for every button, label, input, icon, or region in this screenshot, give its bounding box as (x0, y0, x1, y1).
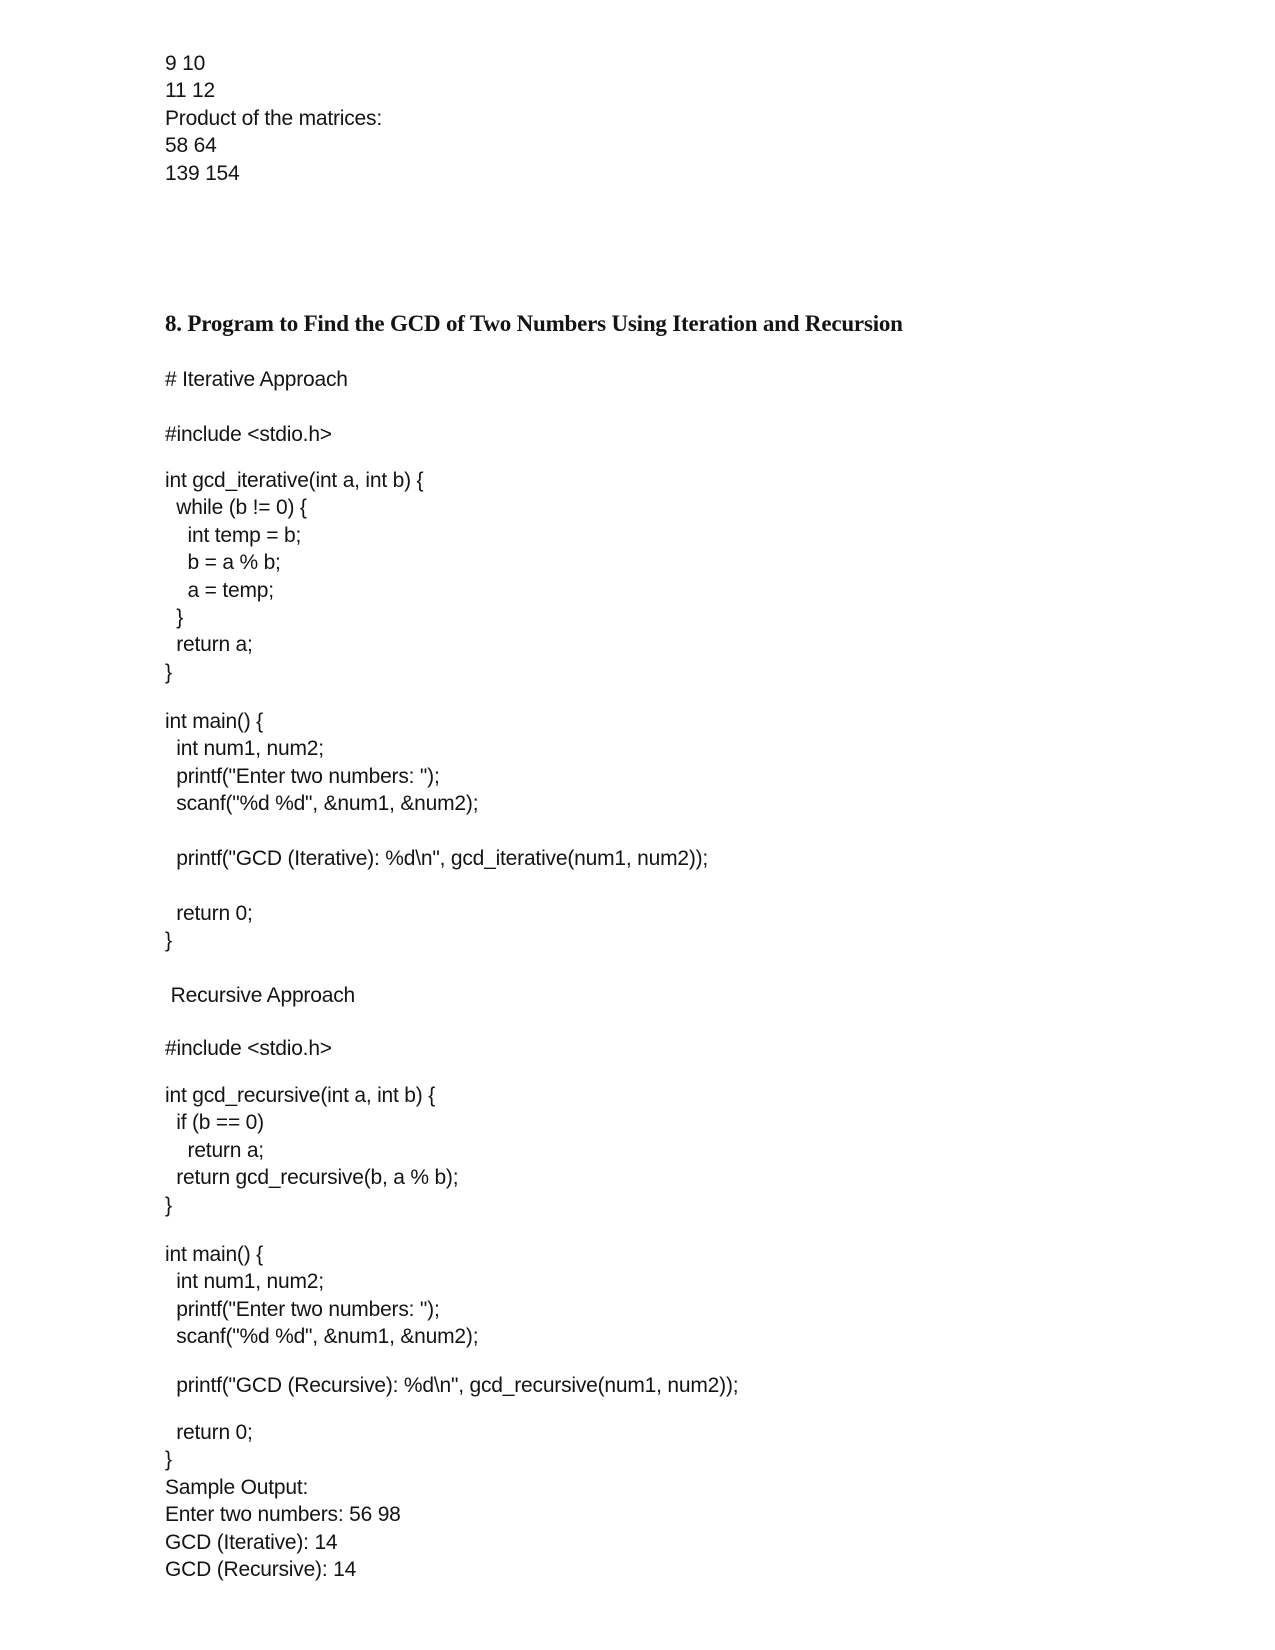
code-line: printf("Enter two numbers: "); (165, 1297, 440, 1321)
code-line: return 0; (165, 902, 253, 925)
main-recursive-head-block (165, 1241, 478, 1351)
gcd-iterative-code-block (165, 467, 423, 686)
output-line: 9 10 (165, 52, 206, 75)
recursive-approach-label: Recursive Approach (165, 984, 355, 1007)
iterative-include-directive: #include <stdio.h> (165, 423, 332, 446)
code-line: if (b == 0) (165, 1111, 264, 1135)
main-iterative-tail-block (165, 900, 253, 955)
iterative-approach-label: # Iterative Approach (165, 368, 348, 391)
output-line: return 0; (165, 1421, 253, 1444)
output-line: GCD (Recursive): 14 (165, 1558, 357, 1582)
code-line: int main() { (165, 1243, 263, 1266)
code-line: int num1, num2; (165, 737, 324, 761)
output-line: 11 12 (165, 79, 215, 103)
code-line: scanf("%d %d", &num1, &num2); (165, 792, 479, 816)
code-line: int temp = b; (165, 523, 302, 547)
main-iterative-head-block (165, 708, 478, 818)
code-line: int gcd_iterative(int a, int b) { (165, 469, 424, 492)
code-line: int num1, num2; (165, 1270, 324, 1294)
recursive-include-directive: #include <stdio.h> (165, 1037, 332, 1060)
code-line: b = a % b; (165, 551, 281, 575)
gcd-recursive-code-block (165, 1082, 458, 1219)
output-line: 139 154 (165, 161, 240, 185)
code-line: return gcd_recursive(b, a % b); (165, 1166, 459, 1190)
sample-output-tail-block (165, 1419, 401, 1583)
code-line: } (165, 929, 172, 953)
printf-gcd-iterative-line: printf("GCD (Iterative): %d\n", gcd_iterative(num1, num2)); (165, 847, 709, 870)
code-line: return a; (165, 633, 253, 657)
output-line: Enter two numbers: 56 98 (165, 1503, 401, 1527)
code-line: scanf("%d %d", &num1, &num2); (165, 1325, 479, 1349)
code-line: } (165, 660, 172, 684)
code-line: int main() { (165, 710, 263, 733)
code-line: } (165, 606, 184, 630)
code-line: while (b != 0) { (165, 496, 307, 520)
output-line: Sample Output: (165, 1475, 309, 1499)
program-output-block (165, 50, 382, 187)
code-line: int gcd_recursive(int a, int b) { (165, 1084, 436, 1107)
output-line: 58 64 (165, 134, 217, 158)
output-line: GCD (Iterative): 14 (165, 1530, 338, 1554)
code-line: printf("Enter two numbers: "); (165, 764, 440, 788)
code-line: } (165, 1193, 172, 1217)
printf-gcd-recursive-line: printf("GCD (Recursive): %d\n", gcd_recursive(num1, num2)); (165, 1374, 739, 1397)
code-line: a = temp; (165, 578, 274, 602)
code-line: return a; (165, 1138, 264, 1162)
section-heading: 8. Program to Find the GCD of Two Numbers Using Iteration and Recursion (165, 311, 903, 336)
output-line: } (165, 1448, 172, 1472)
output-line: Product of the matrices: (165, 106, 382, 130)
